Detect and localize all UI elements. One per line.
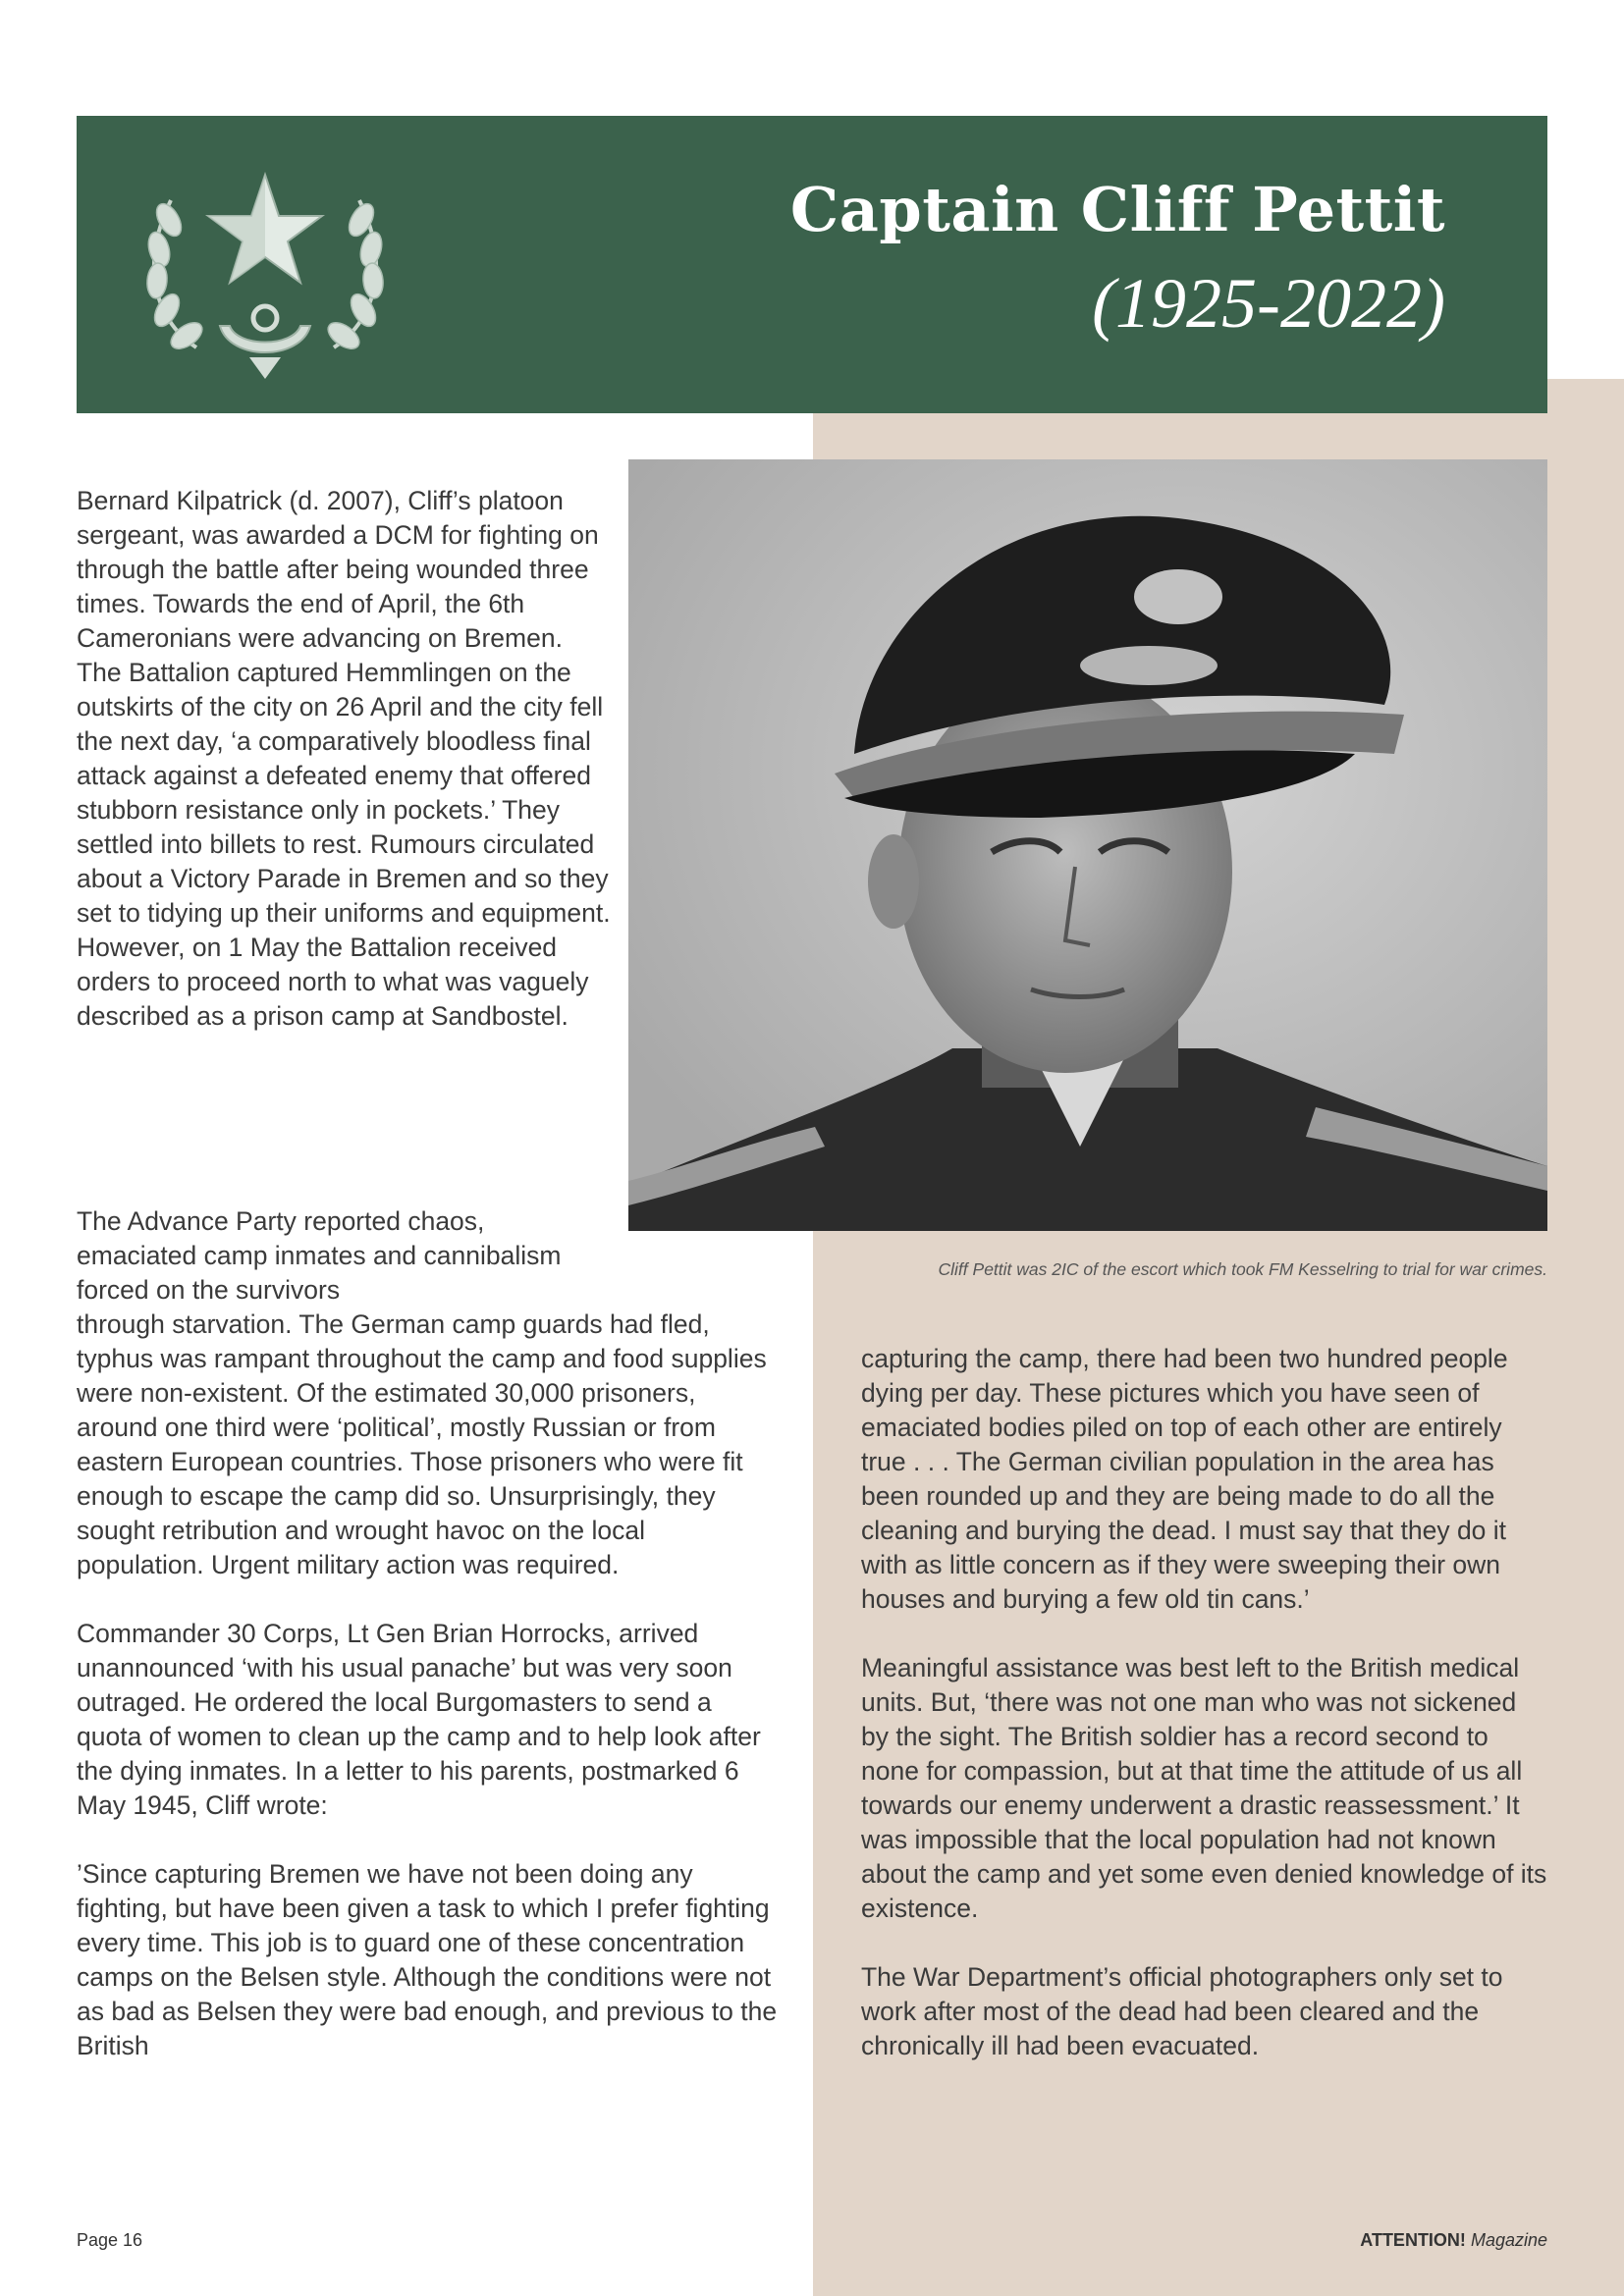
paragraph: ’Since capturing Bremen we have not been doing any fighting, but have been given a task to which I prefer fighting every time. This job is to guard one of these concentration camps on the Belsen style. Although the conditions were not as bad as Belsen they were bad enough, and previous to the British — [77, 1859, 778, 2060]
officer-portrait-image — [628, 459, 1547, 1231]
paragraph: The War Department’s official photographers only set to work after most of the dead had been cleared and the chronically ill had been evacuated. — [861, 1962, 1503, 2060]
paragraph: through starvation. The German camp guards had fled, typhus was rampant throughout the camp and food supplies were non-existent. Of the estimated 30,000 prisoners, around one third were ‘political’, mostly Russian or from eastern European countries. Those prisoners who were fit enough to escape the camp did so. Unsurprisingly, they sought retribution and wrought havoc on the local population. Urgent military action was required. — [77, 1309, 767, 1579]
life-dates: (1925-2022) — [1092, 264, 1445, 343]
left-column-mid-text: The Advance Party reported chaos, emaciated camp inmates and cannibalism forced on the survivors — [77, 1206, 562, 1305]
paragraph: capturing the camp, there had been two hundred people dying per day. These pictures which you have seen of emaciated bodies piled on top of each other are entirely true . . . The German civilian population in the area has been rounded up and they are being made to do all the cleaning and burying the dead. I must say that they do it with as little concern as if they were sweeping their own houses and burying a few old tin cans.’ — [861, 1344, 1508, 1614]
regimental-crest-icon — [112, 151, 418, 387]
photo-caption: Cliff Pettit was 2IC of the escort which took FM Kesselring to trial for war crimes. — [938, 1259, 1547, 1279]
magazine-name — [1360, 2230, 1547, 2251]
right-column — [861, 1342, 1548, 2098]
page-number: Page 16 — [77, 2230, 143, 2250]
portrait-photo — [628, 459, 1547, 1231]
left-column-bottom — [77, 1308, 779, 2098]
magazine-name-bold: ATTENTION! — [1360, 2230, 1466, 2250]
page-title: Captain Cliff Pettit — [789, 174, 1445, 245]
paragraph: Commander 30 Corps, Lt Gen Brian Horrocks, arrived unannounced ‘with his usual panache’ but was very soon outraged. He ordered the local Burgomasters to send a quota of women to clean up the camp and to help look after the dying inmates. In a letter to his parents, postmarked 6 May 1945, Cliff wrote: — [77, 1619, 761, 1820]
magazine-name-italic: Magazine — [1470, 2230, 1547, 2250]
left-column-top-text: Bernard Kilpatrick (d. 2007), Cliff’s platoon sergeant, was awarded a DCM for fighting on through the battle after being wounded three times. Towards the end of April, the 6th Cameronians were advancing on Bremen. The Battalion captured Hemmlingen on the outskirts of the city on 26 April and the city fell the next day, ‘a comparatively bloodless final attack against a defeated enemy that offered stubborn resistance only in pockets.’ They settled into billets to rest. Rumours circulated about a Victory Parade in Bremen and so they set to tidying up their uniforms and equipment. However, on 1 May the Battalion received orders to proceed north to what was vaguely described as a prison camp at Sandbostel. — [77, 486, 611, 1031]
paragraph: Meaningful assistance was best left to the British medical units. But, ‘there was not one man who was not sickened by the sight. The British soldier has a record second to none for compassion, but at that time the attitude of us all towards our enemy underwent a drastic reassessment.’ It was impossible that the local population had not known about the camp and yet some even denied knowledge of its existence. — [861, 1653, 1547, 1923]
header-banner — [77, 116, 1547, 413]
